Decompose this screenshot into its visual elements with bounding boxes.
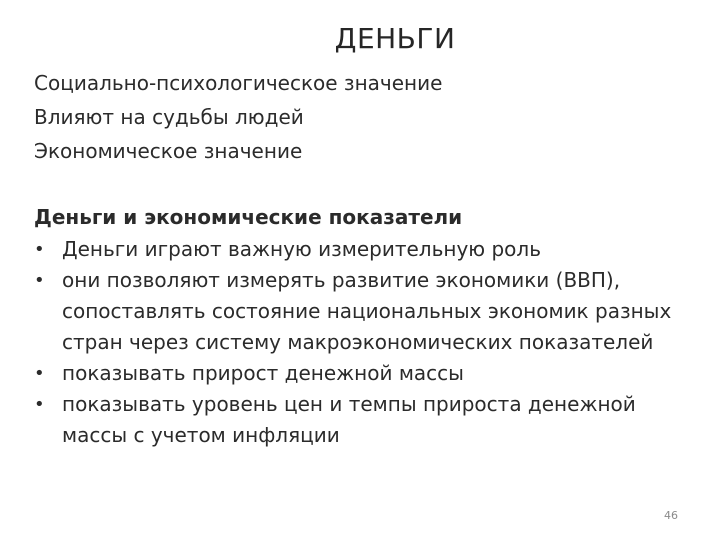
indicators-section <box>34 200 704 451</box>
bullet-icon: • <box>34 270 45 291</box>
bullet-icon: • <box>34 394 45 415</box>
bullet-text: Деньги играют важную измерительную роль <box>62 237 541 261</box>
bullet-text: показывать уровень цен и темпы прироста денежной массы с учетом инфляции <box>62 392 636 447</box>
intro-line: Влияют на судьбы людей <box>34 105 304 129</box>
bullet-icon: • <box>34 239 45 260</box>
bullet-item <box>34 265 704 358</box>
bullet-text: показывать прирост денежной массы <box>62 361 464 385</box>
bullet-item <box>34 389 704 451</box>
intro-line: Социально-психологическое значение <box>34 71 443 95</box>
slide-title: ДЕНЬГИ <box>334 22 456 55</box>
page-number: 46 <box>664 509 678 522</box>
section-heading: Деньги и экономические показатели <box>34 205 463 229</box>
bullet-item <box>34 234 704 265</box>
bullet-icon: • <box>34 363 45 384</box>
bullet-text: они позволяют измерять развитие экономики (ВВП), сопоставлять состояние национальных экономик разных стран через систему макроэкономических показателей <box>62 268 672 354</box>
intro-line: Экономическое значение <box>34 139 303 163</box>
bullet-list <box>34 234 704 451</box>
bullet-item <box>34 358 704 389</box>
intro-lines <box>34 66 694 168</box>
